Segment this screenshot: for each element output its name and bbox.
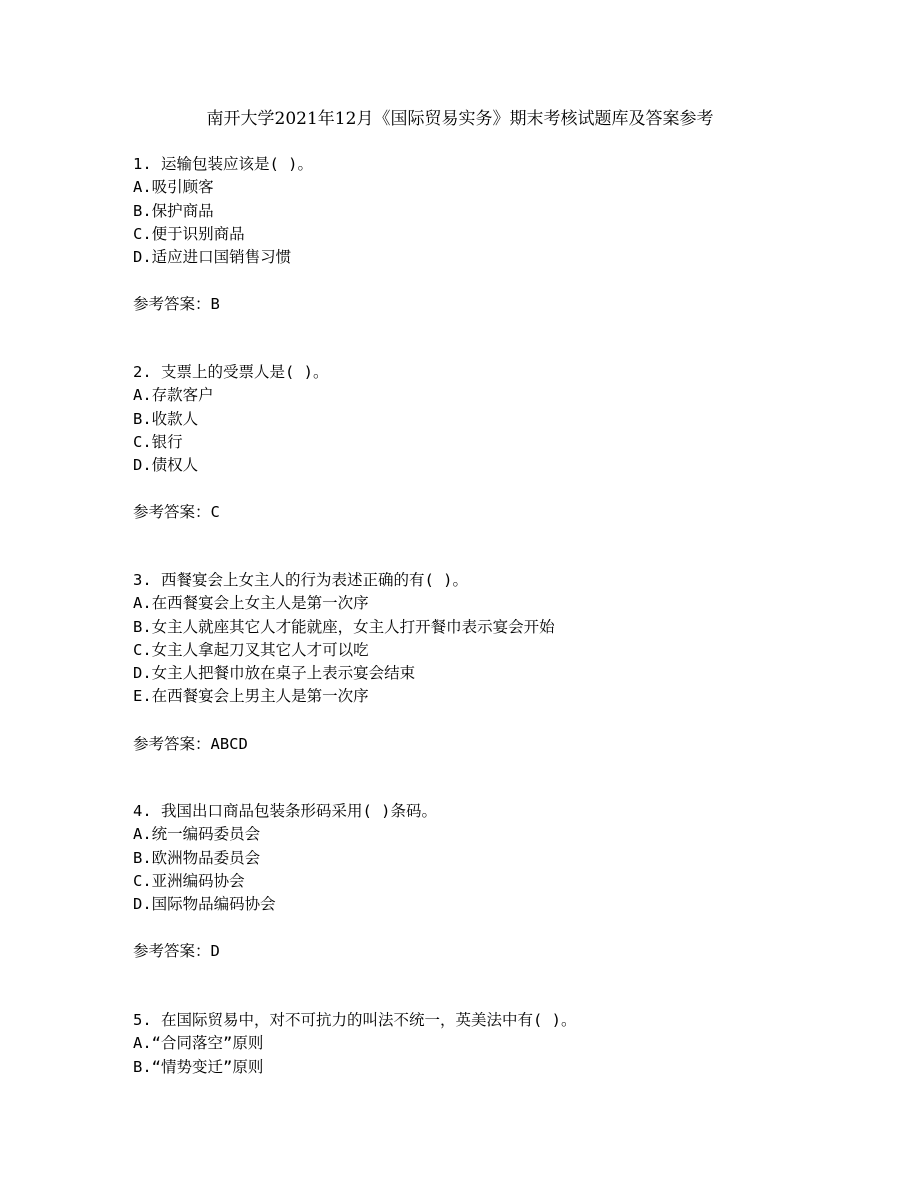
option-c: C.亚洲编码协会 (133, 871, 245, 890)
option-a: A.存款客户 (133, 386, 214, 405)
question-stem: 3. 西餐宴会上女主人的行为表述正确的有( )。 (133, 571, 468, 589)
reference-answer: 参考答案：B (133, 295, 220, 314)
question-stem: 2. 支票上的受票人是( )。 (133, 363, 329, 381)
option-d: D.国际物品编码协会 (133, 895, 276, 914)
option-d: D.女主人把餐巾放在桌子上表示宴会结束 (133, 664, 416, 683)
option-c: C.便于识别商品 (133, 224, 245, 243)
option-b: B.收款人 (133, 409, 199, 428)
reference-answer: 参考答案：ABCD (133, 734, 248, 753)
question-stem: 1. 运输包装应该是( )。 (133, 155, 313, 173)
reference-answer: 参考答案：C (133, 503, 220, 522)
question-2 (133, 361, 873, 525)
reference-answer: 参考答案：D (133, 942, 220, 961)
question-3 (133, 569, 873, 756)
question-stem: 4. 我国出口商品包装条形码采用( )条码。 (133, 802, 437, 820)
option-b: B.女主人就座其它人才能就座，女主人打开餐巾表示宴会开始 (133, 617, 555, 636)
option-b: B.欧洲物品委员会 (133, 848, 261, 867)
option-c: C.女主人拿起刀叉其它人才可以吃 (133, 640, 369, 659)
option-a: A.在西餐宴会上女主人是第一次序 (133, 594, 369, 613)
option-a: A.“合同落空”原则 (133, 1034, 264, 1053)
question-5 (133, 1009, 873, 1079)
option-d: D.债权人 (133, 456, 199, 475)
option-d: D.适应进口国销售习惯 (133, 248, 292, 267)
option-b: B.保护商品 (133, 201, 214, 220)
document-title: 南开大学2021年12月《国际贸易实务》期末考核试题库及答案参考 (206, 109, 714, 129)
option-e: E.在西餐宴会上男主人是第一次序 (133, 687, 369, 706)
option-b: B.“情势变迁”原则 (133, 1057, 264, 1076)
option-c: C.银行 (133, 432, 183, 451)
option-a: A.吸引顾客 (133, 178, 214, 197)
question-stem: 5. 在国际贸易中，对不可抗力的叫法不统一，英美法中有( )。 (133, 1011, 577, 1029)
question-4 (133, 800, 873, 964)
question-1 (133, 153, 873, 317)
option-a: A.统一编码委员会 (133, 825, 261, 844)
